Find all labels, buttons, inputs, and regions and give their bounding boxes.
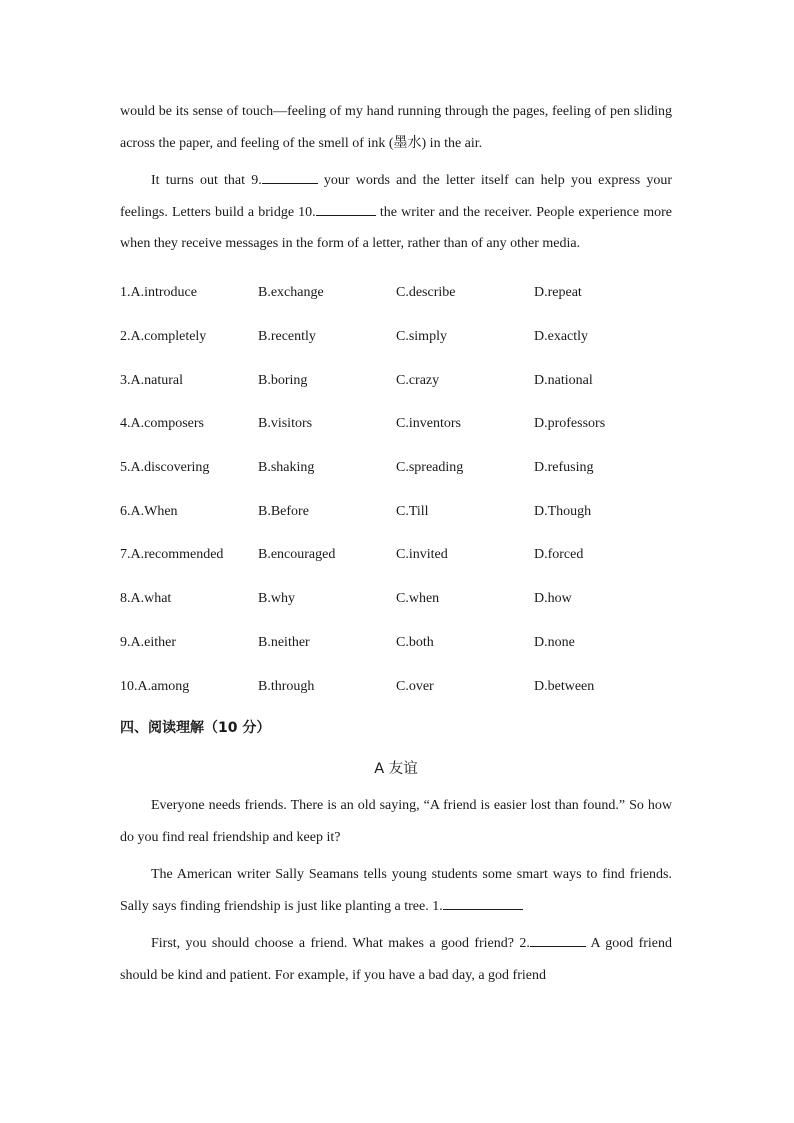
option: 3.A.natural xyxy=(120,372,183,388)
options-row xyxy=(120,490,672,534)
option: B.shaking xyxy=(258,460,315,476)
option: B.exchange xyxy=(258,285,324,301)
option: D.Though xyxy=(534,503,592,519)
paragraph-text: The American writer Sally Seamans tells young students some smart ways to find friends. Sally says finding friendship is just like planting a tree. 1. xyxy=(120,867,672,914)
option: C.describe xyxy=(396,285,456,301)
options-row xyxy=(120,577,672,621)
answer-blank-10[interactable] xyxy=(316,201,376,216)
options-row xyxy=(120,403,672,447)
option: C.over xyxy=(396,678,434,694)
passage-a-paragraph-2 xyxy=(120,859,672,922)
option: D.exactly xyxy=(534,329,589,345)
answer-blank-2[interactable] xyxy=(530,932,586,947)
option: C.simply xyxy=(396,329,447,345)
options-row xyxy=(120,665,672,709)
option: 1.A.introduce xyxy=(120,285,197,301)
document-page xyxy=(120,96,672,997)
passage-end-paragraph-1: would be its sense of touch—feeling of my hand running through the pages, feeling of pen sliding across the paper, and feeling of the smell of ink (墨水) in the air. xyxy=(120,104,672,151)
option: 9.A.either xyxy=(120,634,176,650)
option: B.through xyxy=(258,678,315,694)
passage-a-paragraph-3 xyxy=(120,928,672,991)
passage-end-paragraph-2 xyxy=(120,165,672,260)
option: 4.A.composers xyxy=(120,416,204,432)
options-row xyxy=(120,621,672,665)
option: D.forced xyxy=(534,547,584,563)
options-row xyxy=(120,272,672,316)
passage-title: A 友谊 xyxy=(374,761,418,778)
option: B.visitors xyxy=(258,416,313,432)
option: D.national xyxy=(534,372,593,388)
paragraph-text: your words and the letter itself can help you express your feelings. Letters build a bridge 10. xyxy=(120,173,672,220)
answer-blank-1[interactable] xyxy=(443,895,523,910)
option: C.invited xyxy=(396,547,448,563)
option: D.repeat xyxy=(534,285,582,301)
paragraph-text: the writer and the receiver. People experience more when they receive messages in the form of a letter, rather than of any other media. xyxy=(120,204,672,251)
option: 10.A.among xyxy=(120,678,190,694)
option: C.inventors xyxy=(396,416,461,432)
option: B.Before xyxy=(258,503,309,519)
answer-blank-9[interactable] xyxy=(262,169,318,184)
option: 8.A.what xyxy=(120,591,172,607)
option: D.how xyxy=(534,591,572,607)
option: 5.A.discovering xyxy=(120,460,210,476)
option: D.none xyxy=(534,634,575,650)
option: B.why xyxy=(258,591,295,607)
option: C.when xyxy=(396,591,440,607)
paragraph-text: A good friend should be kind and patient. For example, if you have a bad day, a god friend xyxy=(120,936,672,983)
option: B.encouraged xyxy=(258,547,336,563)
paragraph-text: It turns out that 9. xyxy=(151,173,262,188)
option: D.refusing xyxy=(534,460,594,476)
passage-a-paragraph-1: Everyone needs friends. There is an old saying, “A friend is easier lost than found.” So how do you find real friendship and keep it? xyxy=(120,798,672,845)
option: 2.A.completely xyxy=(120,329,207,345)
options-row xyxy=(120,315,672,359)
option: D.between xyxy=(534,678,595,694)
option: C.both xyxy=(396,634,434,650)
option: B.recently xyxy=(258,329,316,345)
option: B.boring xyxy=(258,372,308,388)
options-row xyxy=(120,359,672,403)
option: D.professors xyxy=(534,416,606,432)
option: C.Till xyxy=(396,503,429,519)
option: B.neither xyxy=(258,634,310,650)
options-row xyxy=(120,534,672,578)
section-title: 四、阅读理解（10 分） xyxy=(120,720,271,737)
option: 7.A.recommended xyxy=(120,547,224,563)
options-table xyxy=(120,272,672,709)
paragraph-text: First, you should choose a friend. What makes a good friend? 2. xyxy=(151,936,530,952)
option: C.spreading xyxy=(396,460,464,476)
options-row xyxy=(120,446,672,490)
option: C.crazy xyxy=(396,372,440,388)
option: 6.A.When xyxy=(120,503,178,519)
